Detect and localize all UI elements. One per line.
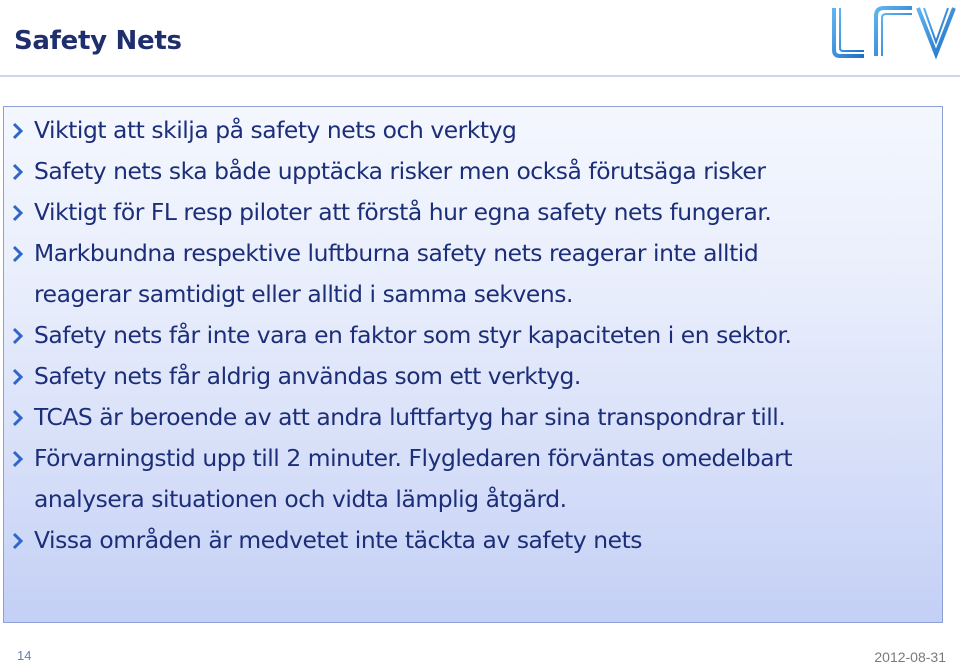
bullet-text: Vissa områden är medvetet inte täckta av safety nets — [34, 526, 643, 554]
chevron-right-icon — [12, 163, 24, 181]
chevron-right-icon — [12, 368, 24, 386]
footer-date: 2012-08-31 — [874, 649, 946, 665]
bullet-text: Förvarningstid upp till 2 minuter. Flygledaren förväntas omedelbart — [34, 444, 793, 472]
lfv-logo — [826, 4, 958, 60]
bullet-text: reagerar samtidigt eller alltid i samma sekvens. — [34, 280, 573, 308]
bullet-text: Safety nets får inte vara en faktor som styr kapaciteten i en sektor. — [34, 321, 792, 349]
bullet-text: Safety nets får aldrig användas som ett verktyg. — [34, 362, 581, 390]
chevron-right-icon — [12, 327, 24, 345]
chevron-right-icon — [12, 409, 24, 427]
bullet-text: analysera situationen och vidta lämplig åtgärd. — [34, 485, 567, 513]
chevron-right-icon — [12, 122, 24, 140]
title-divider — [0, 75, 960, 77]
chevron-right-icon — [12, 532, 24, 550]
svg-text:LFV: LFV — [892, 44, 894, 45]
chevron-right-icon — [12, 204, 24, 222]
slide-title: Safety Nets — [14, 26, 182, 56]
bullet-text: Safety nets ska både upptäcka risker men också förutsäga risker — [34, 157, 766, 185]
bullet-text: Markbundna respektive luftburna safety nets reagerar inte alltid — [34, 239, 759, 267]
bullet-text: TCAS är beroende av att andra luftfartyg har sina transpondrar till. — [34, 403, 786, 431]
bullet-text: Viktigt för FL resp piloter att förstå hur egna safety nets fungerar. — [34, 198, 772, 226]
chevron-right-icon — [12, 245, 24, 263]
page-number: 14 — [17, 648, 32, 663]
chevron-right-icon — [12, 450, 24, 468]
bullet-text: Viktigt att skilja på safety nets och verktyg — [34, 116, 517, 144]
